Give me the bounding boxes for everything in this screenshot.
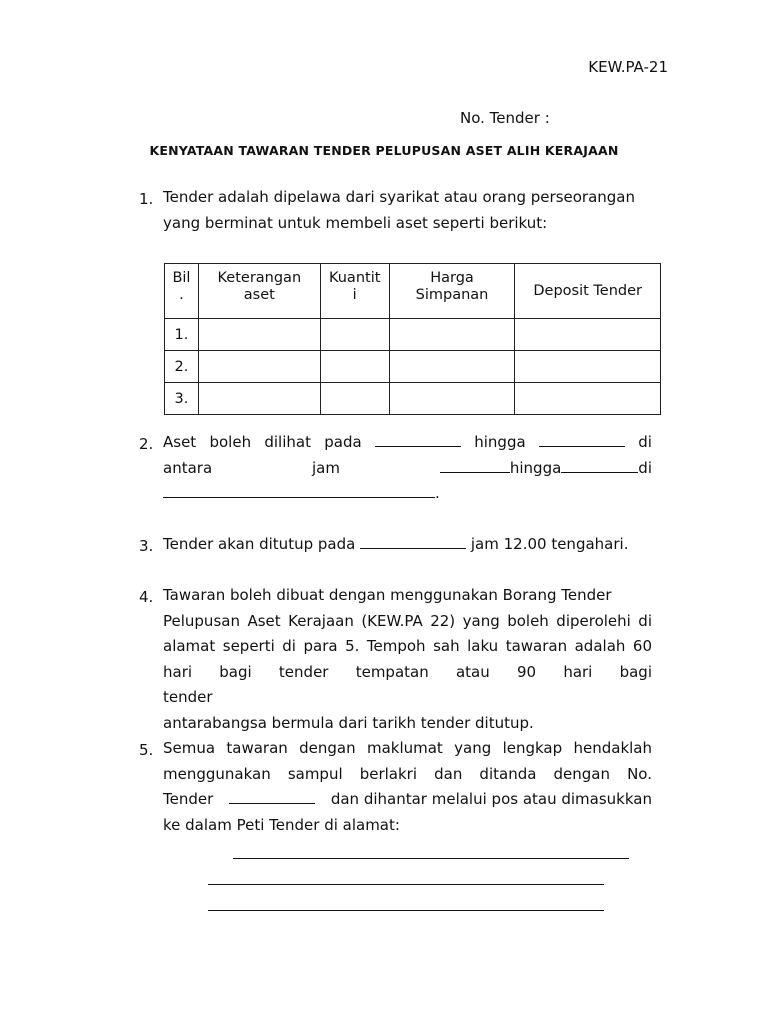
- item-2-line-2: antara jam hingga di: [163, 458, 652, 477]
- cell-kuantiti[interactable]: [320, 319, 389, 351]
- item-4-line-3: alamat seperti di para 5. Tempoh sah laku tawaran adalah 60: [163, 637, 652, 656]
- item-1-line-2: yang berminat untuk membeli aset seperti berikut:: [163, 213, 548, 232]
- viewing-date-start-blank[interactable]: [375, 432, 461, 447]
- table-row: [165, 351, 661, 383]
- item-4-line-5: antarabangsa bermula dari tarikh tender ditutup.: [163, 713, 534, 732]
- item-5-line-2: menggunakan sampul berlakri dan ditanda dengan No.: [163, 764, 652, 783]
- item-3-text: Tender akan ditutup pada jam 12.00 tengahari.: [163, 535, 629, 553]
- item-4-line-1: Tawaran boleh dibuat dengan menggunakan Borang Tender: [163, 586, 612, 604]
- item-1-line-1: Tender adalah dipelawa dari syarikat atau orang perseorangan: [163, 188, 635, 206]
- address-line-2[interactable]: [208, 884, 604, 885]
- item-4-line-2: Pelupusan Aset Kerajaan (KEW.PA 22) yang boleh diperolehi di: [163, 611, 652, 630]
- item-5-line-4: ke dalam Peti Tender di alamat:: [163, 815, 400, 834]
- viewing-time-start-blank[interactable]: [440, 458, 510, 473]
- tender-number-blank[interactable]: [229, 789, 315, 804]
- cell-keterangan[interactable]: [198, 351, 320, 383]
- closing-date-blank[interactable]: [360, 534, 466, 549]
- asset-table: [164, 263, 661, 415]
- item-1-text: [163, 185, 652, 236]
- item-5-line-3: Tender dan dihantar melalui pos atau dimasukkan: [163, 790, 652, 809]
- viewing-time-end-blank[interactable]: [561, 458, 638, 473]
- cell-harga[interactable]: [389, 351, 515, 383]
- asset-table-header-row: [165, 264, 661, 319]
- form-code: KEW.PA-21: [588, 58, 668, 76]
- cell-deposit[interactable]: [515, 383, 661, 415]
- tender-no-label: No. Tender :: [460, 109, 550, 127]
- row-number: 1.: [165, 319, 199, 351]
- item-2-number: 2.: [139, 435, 154, 453]
- cell-harga[interactable]: [389, 383, 515, 415]
- row-number: 3.: [165, 383, 199, 415]
- row-number: 2.: [165, 351, 199, 383]
- header-harga-simpanan: Harga Simpanan: [389, 264, 515, 319]
- document-title: KENYATAAN TAWARAN TENDER PELUPUSAN ASET ALIH KERAJAAN: [149, 143, 619, 158]
- cell-harga[interactable]: [389, 319, 515, 351]
- cell-kuantiti[interactable]: [320, 383, 389, 415]
- header-keterangan-aset: Keterangan aset: [198, 264, 320, 319]
- address-line-1[interactable]: [233, 858, 629, 859]
- table-row: [165, 319, 661, 351]
- item-5-line-1: Semua tawaran dengan maklumat yang lengkap hendaklah: [163, 739, 652, 757]
- item-5-text: [163, 736, 652, 838]
- item-2-line-3: .: [163, 481, 652, 507]
- cell-deposit[interactable]: [515, 319, 661, 351]
- item-2-text: [163, 430, 652, 507]
- item-4-line-4: hari bagi tender tempatan atau 90 hari bagi tender: [163, 662, 652, 707]
- item-3-number: 3.: [139, 537, 154, 555]
- cell-keterangan[interactable]: [198, 383, 320, 415]
- item-5-number: 5.: [139, 741, 154, 759]
- cell-deposit[interactable]: [515, 351, 661, 383]
- header-kuantiti: Kuantit i: [320, 264, 389, 319]
- cell-keterangan[interactable]: [198, 319, 320, 351]
- header-bil: Bil .: [165, 264, 199, 319]
- item-4-number: 4.: [139, 588, 154, 606]
- item-2-line-1: Aset boleh dilihat pada hingga di: [163, 433, 652, 451]
- viewing-location-blank[interactable]: [163, 483, 435, 498]
- header-deposit-tender: Deposit Tender: [515, 264, 661, 319]
- viewing-date-end-blank[interactable]: [539, 432, 625, 447]
- address-line-3[interactable]: [208, 910, 604, 911]
- item-1-number: 1.: [139, 190, 154, 208]
- cell-kuantiti[interactable]: [320, 351, 389, 383]
- table-row: [165, 383, 661, 415]
- item-4-text: [163, 583, 652, 737]
